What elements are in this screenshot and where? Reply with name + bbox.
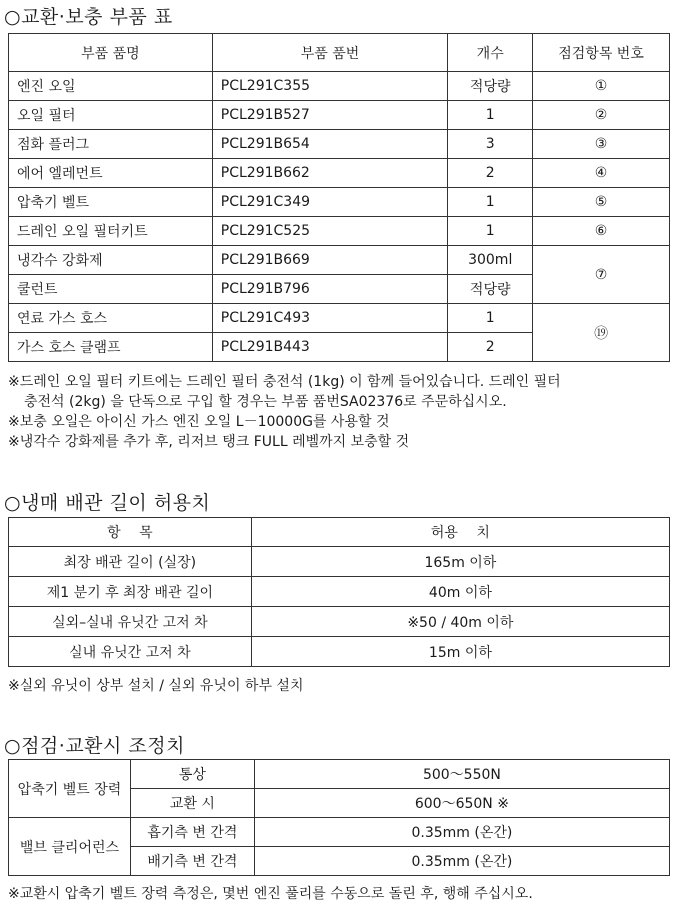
belt-replace-value: 600～650N ※: [254, 789, 669, 818]
part-name: 엔진 오일: [9, 72, 213, 101]
part-number: PCL291B654: [212, 130, 448, 159]
valve-label: 밸브 클리어런스: [9, 818, 131, 876]
table-row: [9, 188, 670, 217]
header-check-number: 점검항목 번호: [533, 34, 670, 72]
table-row: [9, 818, 670, 847]
belt-normal-label: 통상: [130, 760, 254, 789]
part-name: 가스 호스 클램프: [9, 333, 213, 362]
valve-exhaust-label: 배기측 변 간격: [130, 847, 254, 876]
piping-header-row: [9, 518, 670, 547]
part-check: ③: [533, 130, 670, 159]
table-row: [9, 760, 670, 789]
valve-exhaust-value: 0.35mm (온간): [254, 847, 669, 876]
part-check: ④: [533, 159, 670, 188]
table-row: [9, 607, 670, 637]
part-qty: 300ml: [448, 246, 533, 275]
piping-value: 165m 이하: [251, 547, 669, 577]
table-row: [9, 547, 670, 577]
part-qty: 1: [448, 101, 533, 130]
header-part-name: 부품 품명: [9, 34, 213, 72]
section2-title: ○냉매 배관 길이 허용치: [4, 492, 211, 514]
table-row: [9, 217, 670, 246]
part-qty: 2: [448, 333, 533, 362]
part-number: PCL291C355: [212, 72, 448, 101]
part-qty: 1: [448, 188, 533, 217]
part-qty: 2: [448, 159, 533, 188]
table-row: [9, 101, 670, 130]
piping-value: ※50 / 40m 이하: [251, 607, 669, 637]
piping-item: 실내 유닛간 고저 차: [9, 637, 252, 667]
part-number: PCL291C493: [212, 304, 448, 333]
part-number: PCL291B796: [212, 275, 448, 304]
part-name: 에어 엘레먼트: [9, 159, 213, 188]
note-line: ※냉각수 강화제를 추가 후, 리저브 탱크 FULL 레벨까지 보충할 것: [8, 434, 410, 450]
part-name: 오일 필터: [9, 101, 213, 130]
part-name: 냉각수 강화제: [9, 246, 213, 275]
table-row: [9, 577, 670, 607]
part-check: ①: [533, 72, 670, 101]
adjustment-table: [8, 759, 670, 876]
part-name: 드레인 오일 필터키트: [9, 217, 213, 246]
part-number: PCL291B669: [212, 246, 448, 275]
part-qty: 적당량: [448, 72, 533, 101]
part-number: PCL291C525: [212, 217, 448, 246]
header-allowance: 허용 치: [251, 518, 669, 547]
table-row: [9, 72, 670, 101]
note-line: 충전석 (2kg) 을 단독으로 구입 할 경우는 부품 품번SA02376로 주문하십시오.: [24, 394, 507, 410]
belt-normal-value: 500～550N: [254, 760, 669, 789]
section1-title: ○교환·보충 부품 표: [4, 6, 173, 28]
section3-title: ○점검·교환시 조정치: [4, 735, 185, 757]
part-number: PCL291B527: [212, 101, 448, 130]
part-check: ②: [533, 101, 670, 130]
table-row: [9, 304, 670, 333]
belt-replace-label: 교환 시: [130, 789, 254, 818]
part-check: ⑤: [533, 188, 670, 217]
table-row: [9, 637, 670, 667]
part-name: 압축기 벨트: [9, 188, 213, 217]
header-part-number: 부품 품번: [212, 34, 448, 72]
part-check: ⑦: [533, 246, 670, 304]
table-row: [9, 246, 670, 275]
part-name: 쿨런트: [9, 275, 213, 304]
piping-note: ※실외 유닛이 상부 설치 / 실외 유닛이 하부 설치: [8, 678, 304, 694]
note-line: ※보충 오일은 아이신 가스 엔진 오일 L－10000G를 사용할 것: [8, 414, 390, 430]
belt-label: 압축기 벨트 장력: [9, 760, 131, 818]
part-check: ⑥: [533, 217, 670, 246]
piping-item: 실외–실내 유닛간 고저 차: [9, 607, 252, 637]
part-qty: 3: [448, 130, 533, 159]
piping-value: 15m 이하: [251, 637, 669, 667]
valve-intake-value: 0.35mm (온간): [254, 818, 669, 847]
part-number: PCL291C349: [212, 188, 448, 217]
part-name: 점화 플러그: [9, 130, 213, 159]
adjustment-note: ※교환시 압축기 벨트 장력 측정은, 몇번 엔진 풀리를 수동으로 돌린 후, 행해 주십시오.: [8, 886, 533, 902]
part-qty: 1: [448, 304, 533, 333]
part-number: PCL291B443: [212, 333, 448, 362]
piping-value: 40m 이하: [251, 577, 669, 607]
header-item: 항 목: [9, 518, 252, 547]
piping-item: 최장 배관 길이 (실장): [9, 547, 252, 577]
table-row: [9, 159, 670, 188]
part-number: PCL291B662: [212, 159, 448, 188]
piping-item: 제1 분기 후 최장 배관 길이: [9, 577, 252, 607]
table-row: [9, 130, 670, 159]
note-line: ※드레인 오일 필터 키트에는 드레인 필터 충전석 (1kg) 이 함께 들어있습니다. 드레인 필터: [8, 374, 561, 390]
parts-header-row: [9, 34, 670, 72]
part-qty: 1: [448, 217, 533, 246]
parts-table: [8, 33, 670, 362]
parts-notes: [8, 372, 673, 452]
header-quantity: 개수: [448, 34, 533, 72]
part-check: ⑲: [533, 304, 670, 362]
valve-intake-label: 흡기측 변 간격: [130, 818, 254, 847]
part-qty: 적당량: [448, 275, 533, 304]
piping-table: [8, 517, 670, 667]
part-name: 연료 가스 호스: [9, 304, 213, 333]
